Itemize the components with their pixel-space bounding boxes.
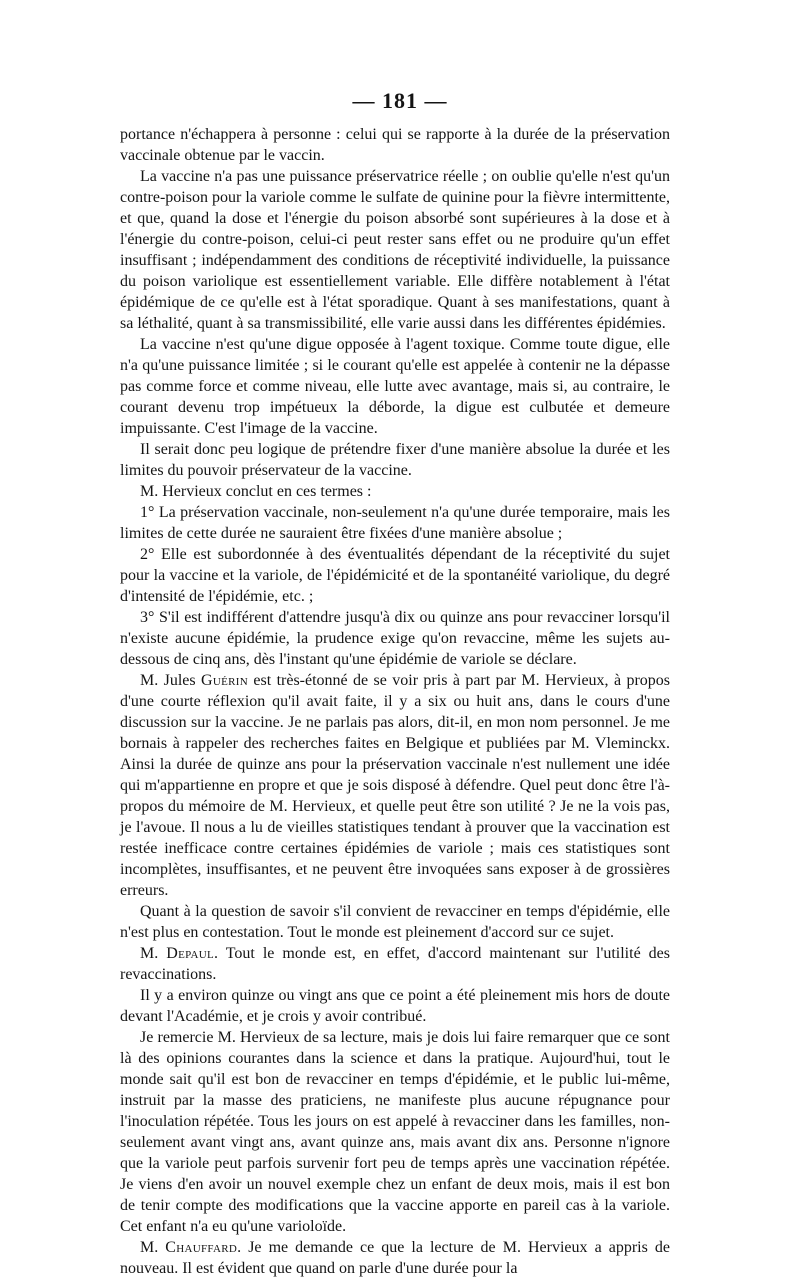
paragraph-text: . Tout le monde est, en effet, d'accord maintenant sur l'utilité des revaccinations. bbox=[120, 945, 670, 983]
paragraph-text: 2° Elle est subordonnée à des éventualités dépendant de la réceptivité du sujet pour la vaccine et la variole, de l'épidémicité et de la spontanéité variolique, du degré d'intensité de l'épidémie, etc. ; bbox=[120, 546, 670, 605]
page-number: — 181 — bbox=[352, 88, 448, 113]
paragraph bbox=[120, 502, 670, 544]
speaker-prefix: M. Jules bbox=[140, 672, 202, 689]
speaker-prefix: M. bbox=[140, 945, 167, 962]
paragraph bbox=[120, 334, 670, 439]
speaker-name: Chauffard bbox=[165, 1239, 238, 1256]
paragraph-text: M. Hervieux conclut en ces termes : bbox=[140, 483, 372, 500]
paragraph-text: portance n'échappera à personne : celui qui se rapporte à la durée de la préservation vaccinale obtenue par le vaccin. bbox=[120, 126, 670, 164]
paragraph-text: 3° S'il est indifférent d'attendre jusqu'à dix ou quinze ans pour revacciner lorsqu'il n'existe aucune épidémie, la prudence exige qu'on revaccine, même les sujets au-dessous de cinq ans, dès l'instant qu'une épidémie de variole se déclare. bbox=[120, 609, 670, 668]
paragraph-text: Il serait donc peu logique de prétendre fixer d'une manière absolue la durée et les limites du pouvoir préservateur de la vaccine. bbox=[120, 441, 670, 479]
speaker-name: Guérin bbox=[201, 672, 248, 689]
paragraph-text: Je remercie M. Hervieux de sa lecture, mais je dois lui faire remarquer que ce sont là des opinions courantes dans la science et dans la pratique. Aujourd'hui, tout le monde sait qu'il est bon de revacciner en temps d'épidémie, et le public lui-même, instruit par la masse des praticiens, ne manifeste plus aucune répugnance pour l'inoculation répétée. Tous les jours on est appelé à revacciner dans les familles, non-seulement avant vingt ans, avant quinze ans, mais avant dix ans. Personne n'ignore que la variole peut parfois survenir fort peu de temps après une vaccination répétée. Je viens d'en avoir un nouvel exemple chez un enfant de deux mois, mais il est bon de tenir compte des modifications que la vaccine apporte en pareil cas à la variole. Cet enfant n'a eu qu'une varioloïde. bbox=[120, 1029, 670, 1235]
paragraph bbox=[120, 670, 670, 901]
paragraph bbox=[120, 607, 670, 670]
paragraph bbox=[120, 901, 670, 943]
paragraph bbox=[120, 1027, 670, 1237]
paragraph-text: Il y a environ quinze ou vingt ans que ce point a été pleinement mis hors de doute devant l'Académie, et je crois y avoir contribué. bbox=[120, 987, 670, 1025]
paragraph bbox=[120, 1237, 670, 1279]
paragraph-text: Quant à la question de savoir s'il convient de revacciner en temps d'épidémie, elle n'est plus en contestation. Tout le monde est pleinement d'accord sur ce sujet. bbox=[120, 903, 670, 941]
paragraph-text: . Je me demande ce que la lecture de M. Hervieux a appris de nouveau. Il est évident que quand on parle d'une durée pour la bbox=[120, 1239, 670, 1277]
paragraph-text: La vaccine n'est qu'une digue opposée à l'agent toxique. Comme toute digue, elle n'a qu'une puissance limitée ; si le courant qu'elle est appelée à contenir ne la dépasse pas comme force et comme niveau, elle lutte avec avantage, mais si, au contraire, le courant devenu trop impétueux la déborde, la digue est culbutée et demeure impuissante. C'est l'image de la vaccine. bbox=[120, 336, 670, 437]
paragraph bbox=[120, 439, 670, 481]
paragraph bbox=[120, 943, 670, 985]
paragraph-text: est très-étonné de se voir pris à part par M. Hervieux, à propos d'une courte réflexion qu'il avait faite, il y a six ou huit ans, dans le cours d'une discussion sur la vaccine. Je ne parlais pas alors, dit-il, en mon nom personnel. Je me bornais à rappeler des recherches faites en Belgique et publiées par M. Vleminckx. Ainsi la durée de quinze ans pour la préservation vaccinale n'est nullement une idée qui m'appartienne en propre et que je sois disposé à défendre. Quel peut donc être l'à-propos du mémoire de M. Hervieux, et quelle peut être son utilité ? Je ne la vois pas, je l'avoue. Il nous a lu de vieilles statistiques tendant à prouver que la vaccination est restée inefficace contre certaines épidémies de variole ; mais ces statistiques sont incomplètes, insuffisantes, et ne peuvent être invoquées sans exposer à de grossières erreurs. bbox=[120, 672, 671, 899]
speaker-prefix: M. bbox=[140, 1239, 166, 1256]
paragraph-text: 1° La préservation vaccinale, non-seulement n'a qu'une durée temporaire, mais les limites de cette durée ne sauraient être fixées d'une manière absolue ; bbox=[120, 504, 670, 542]
paragraph-text: La vaccine n'a pas une puissance préservatrice réelle ; on oublie qu'elle n'est qu'un contre-poison pour la variole comme le sulfate de quinine pour la fièvre intermittente, et que, quand la dose et l'énergie du poison absorbé sont supérieures à la dose et à l'énergie du contre-poison, celui-ci peut rester sans effet ou ne produire qu'un effet insuffisant ; indépendamment des conditions de réceptivité individuelle, la puissance du poison variolique est essentiellement variable. Elle diffère notablement à l'état épidémique de ce qu'elle est à l'état sporadique. Quant à ses manifestations, quant à sa léthalité, quant à sa transmissibilité, elle varie aussi dans les différentes épidémies. bbox=[120, 168, 670, 332]
paragraph bbox=[120, 124, 670, 166]
body-text bbox=[120, 124, 670, 1279]
paragraph bbox=[120, 166, 670, 334]
paragraph bbox=[120, 544, 670, 607]
paragraph bbox=[120, 481, 670, 502]
paragraph bbox=[120, 985, 670, 1027]
speaker-name: Depaul bbox=[166, 945, 215, 962]
